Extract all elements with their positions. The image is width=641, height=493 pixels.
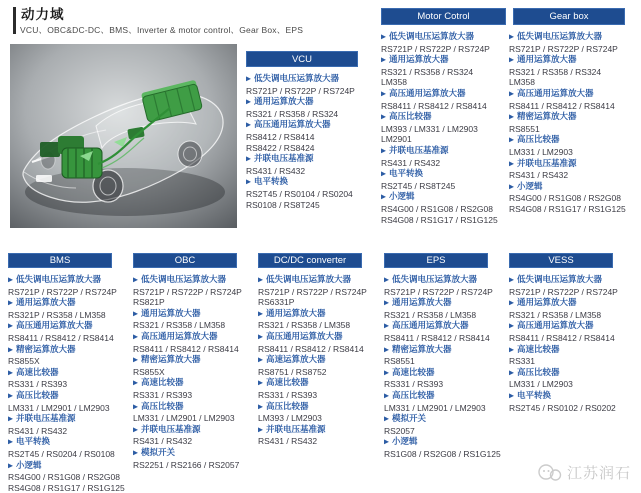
- category-label: 并联电压基准源: [141, 423, 201, 434]
- part-numbers: RS1G08 / RS2G08 / RS1G125: [384, 448, 501, 459]
- part-numbers: RS331 / RS393: [8, 379, 68, 390]
- part-numbers: RS331 / RS393: [133, 389, 193, 400]
- arrow-right-icon: ▶: [258, 276, 263, 284]
- part-numbers: RS8411 / RS8412 / RS8414: [509, 100, 615, 111]
- part-numbers: RS821P: [133, 297, 165, 308]
- category-label: 高压比较器: [392, 389, 435, 400]
- part-numbers: RS321 / RS358 / LM358: [133, 320, 226, 331]
- panel-header-gear-box: Gear box: [513, 8, 625, 25]
- category-label: 电平转换: [254, 176, 289, 187]
- category-label: 高压通用运算放大器: [254, 119, 331, 130]
- part-numbers: RS431 / RS432: [381, 157, 441, 168]
- part-numbers: LM331 / LM2901 / LM2903: [8, 402, 110, 413]
- arrow-right-icon: ▶: [384, 392, 389, 400]
- category-label: 低失调电压运算放大器: [517, 31, 603, 41]
- category-row: [509, 344, 636, 357]
- panel-eps: [384, 253, 508, 460]
- panel-header-dcdc-converter: DC/DC converter: [258, 253, 362, 268]
- arrow-right-icon: ▶: [133, 449, 138, 457]
- part-numbers: RS0108 / RS8T245: [246, 199, 320, 210]
- arrow-right-icon: ▶: [8, 415, 13, 423]
- category-row: [384, 436, 508, 449]
- part-numbers: RS8411 / RS8412 / RS8414: [381, 100, 487, 111]
- part-numbers: RS321 / RS358 / LM358: [509, 309, 602, 320]
- part-numbers: RS721P / RS722P / RS724P: [246, 85, 355, 96]
- category-row: [133, 274, 257, 287]
- panel-motor-control: [381, 8, 508, 225]
- part-numbers: RS8411 / RS8412 / RS8414: [384, 332, 490, 343]
- panel-items: [509, 31, 635, 215]
- category-label: 高压通用运算放大器: [392, 320, 469, 331]
- page-title: 动力域: [21, 7, 65, 22]
- arrow-right-icon: ▶: [384, 299, 389, 307]
- part-numbers: RS4G08 / RS1G17 / RS1G125: [381, 214, 498, 225]
- category-label: 并联电压基准源: [517, 157, 577, 168]
- part-numbers: RS8412 / RS8414: [246, 131, 315, 142]
- part-numbers: RS4G08 / RS1G17 / RS1G125: [509, 203, 626, 214]
- part-numbers: RS721P / RS722P / RS724P: [509, 43, 618, 54]
- category-row: [384, 297, 508, 310]
- arrow-right-icon: ▶: [381, 147, 386, 155]
- category-row: [381, 31, 508, 44]
- part-numbers: RS8551: [384, 356, 415, 367]
- arrow-right-icon: ▶: [384, 346, 389, 354]
- arrow-right-icon: ▶: [246, 155, 251, 163]
- category-row: [8, 436, 132, 449]
- category-label: 小逻辑: [517, 180, 543, 191]
- part-numbers: RS855X: [133, 366, 165, 377]
- category-row: [509, 274, 636, 287]
- part-numbers: RS8411 / RS8412 / RS8414: [133, 343, 239, 354]
- part-numbers: RS321 / RS358 / RS324: [381, 66, 474, 77]
- arrow-right-icon: ▶: [258, 403, 263, 411]
- category-label: 高压通用运算放大器: [517, 320, 594, 331]
- arrow-right-icon: ▶: [384, 438, 389, 446]
- arrow-right-icon: ▶: [246, 121, 251, 129]
- part-numbers: LM331 / LM2903: [509, 379, 573, 390]
- panel-vess: [509, 253, 636, 413]
- category-label: 小逻辑: [392, 436, 418, 447]
- category-row: [258, 401, 384, 414]
- category-row: [384, 367, 508, 380]
- category-label: 小逻辑: [16, 459, 42, 470]
- category-label: 通用运算放大器: [266, 307, 326, 318]
- arrow-right-icon: ▶: [8, 322, 13, 330]
- category-label: 模拟开关: [392, 413, 427, 424]
- category-label: 高速比较器: [392, 366, 435, 377]
- category-label: 精密运算放大器: [16, 343, 76, 354]
- category-label: 高速比较器: [141, 377, 184, 388]
- part-numbers: RS8422 / RS8424: [246, 142, 315, 153]
- part-numbers: RS2T45 / RS8T245: [381, 180, 456, 191]
- category-label: 通用运算放大器: [392, 297, 452, 308]
- company-logo-icon: [537, 463, 563, 483]
- category-label: 高速比较器: [266, 377, 309, 388]
- panel-header-motor-control: Motor Cotrol: [381, 8, 506, 25]
- arrow-right-icon: ▶: [509, 392, 514, 400]
- panel-items: [258, 274, 384, 447]
- watermark-text: 江苏润石: [566, 465, 631, 482]
- panel-header-obc: OBC: [133, 253, 237, 268]
- category-row: [509, 88, 635, 101]
- arrow-right-icon: ▶: [258, 426, 263, 434]
- part-numbers: LM331 / LM2903: [509, 146, 573, 157]
- part-numbers: RS2T45 / RS0204 / RS0108: [8, 448, 115, 459]
- category-row: [258, 377, 384, 390]
- part-numbers: RS721P / RS722P / RS724P: [258, 286, 367, 297]
- arrow-right-icon: ▶: [258, 356, 263, 364]
- panel-items: [384, 274, 508, 460]
- category-label: 小逻辑: [389, 191, 415, 202]
- panel-header-vess: VESS: [509, 253, 613, 268]
- arrow-right-icon: ▶: [246, 178, 251, 186]
- part-numbers: RS2T45 / RS0102 / RS0202: [509, 402, 616, 413]
- category-row: [509, 31, 635, 44]
- part-numbers: RS721P / RS722P / RS724P: [509, 286, 618, 297]
- category-row: [509, 367, 636, 380]
- title-accent-bar: [13, 7, 16, 34]
- part-numbers: RS4G00 / RS1G08 / RS2G08: [381, 203, 493, 214]
- part-numbers: RS321 / RS358 / RS324: [246, 108, 339, 119]
- category-row: [246, 153, 374, 166]
- part-numbers: LM393 / LM2903: [258, 413, 322, 424]
- part-numbers: RS331 / RS393: [384, 379, 444, 390]
- arrow-right-icon: ▶: [258, 379, 263, 387]
- arrow-right-icon: ▶: [133, 310, 138, 318]
- category-label: 并联电压基准源: [389, 144, 449, 155]
- arrow-right-icon: ▶: [246, 75, 251, 83]
- part-numbers: RS4G00 / RS1G08 / RS2G08: [509, 193, 621, 204]
- arrow-right-icon: ▶: [381, 56, 386, 64]
- category-label: 电平转换: [389, 168, 424, 179]
- arrow-right-icon: ▶: [381, 90, 386, 98]
- panel-items: [133, 274, 257, 470]
- arrow-right-icon: ▶: [258, 333, 263, 341]
- part-numbers: LM393 / LM331 / LM2903: [381, 123, 478, 134]
- part-numbers: LM331 / LM2901 / LM2903: [384, 402, 486, 413]
- panel-header-bms: BMS: [8, 253, 112, 268]
- arrow-right-icon: ▶: [381, 193, 386, 201]
- category-label: 并联电压基准源: [266, 423, 326, 434]
- category-label: 通用运算放大器: [517, 54, 577, 65]
- part-numbers: RS331: [509, 356, 535, 367]
- arrow-right-icon: ▶: [509, 160, 514, 168]
- category-row: [381, 145, 508, 158]
- arrow-right-icon: ▶: [384, 322, 389, 330]
- panel-items: [509, 274, 636, 413]
- arrow-right-icon: ▶: [509, 56, 514, 64]
- arrow-right-icon: ▶: [509, 369, 514, 377]
- category-row: [246, 176, 374, 189]
- part-numbers: LM358: [381, 77, 407, 88]
- category-row: [381, 111, 508, 124]
- category-row: [8, 274, 132, 287]
- panel-header-vcu: VCU: [246, 51, 358, 67]
- category-label: 高压比较器: [389, 111, 432, 122]
- category-row: [384, 274, 508, 287]
- arrow-right-icon: ▶: [133, 333, 138, 341]
- part-numbers: LM358: [509, 77, 535, 88]
- category-label: 高压通用运算放大器: [389, 87, 466, 98]
- category-row: [8, 320, 132, 333]
- part-numbers: RS321P / RS358 / LM358: [8, 309, 106, 320]
- category-label: 低失调电压运算放大器: [389, 31, 475, 41]
- part-numbers: RS431 / RS432: [509, 170, 569, 181]
- category-row: [381, 54, 508, 67]
- part-numbers: RS431 / RS432: [8, 425, 68, 436]
- category-label: 并联电压基准源: [254, 153, 314, 164]
- category-row: [8, 413, 132, 426]
- category-row: [384, 390, 508, 403]
- arrow-right-icon: ▶: [509, 322, 514, 330]
- part-numbers: RS721P / RS722P / RS724P: [381, 43, 490, 54]
- category-label: 通用运算放大器: [254, 96, 314, 107]
- arrow-right-icon: ▶: [258, 310, 263, 318]
- category-label: 高压比较器: [517, 366, 560, 377]
- category-label: 高压比较器: [517, 134, 560, 145]
- category-label: 低失调电压运算放大器: [392, 274, 478, 284]
- panel-items: [8, 274, 132, 493]
- category-label: 高压通用运算放大器: [16, 320, 93, 331]
- arrow-right-icon: ▶: [381, 33, 386, 41]
- panel-obc: [133, 253, 257, 470]
- part-numbers: RS431 / RS432: [246, 165, 306, 176]
- panel-dcdc-converter: [258, 253, 384, 447]
- category-label: 电平转换: [517, 389, 552, 400]
- category-label: 并联电压基准源: [16, 413, 76, 424]
- part-numbers: RS4G08 / RS1G17 / RS1G125: [8, 482, 125, 493]
- part-numbers: RS8411 / RS8412 / RS8414: [258, 343, 364, 354]
- category-row: [509, 390, 636, 403]
- arrow-right-icon: ▶: [381, 113, 386, 121]
- arrow-right-icon: ▶: [133, 426, 138, 434]
- category-label: 低失调电压运算放大器: [141, 274, 227, 284]
- part-numbers: RS2T45 / RS0104 / RS0204: [246, 188, 353, 199]
- arrow-right-icon: ▶: [246, 98, 251, 106]
- part-numbers: RS331 / RS393: [258, 389, 318, 400]
- arrow-right-icon: ▶: [8, 462, 13, 469]
- part-numbers: RS4G00 / RS1G08 / RS2G08: [8, 472, 120, 483]
- category-label: 高速比较器: [517, 343, 560, 354]
- part-numbers: RS431 / RS432: [133, 436, 193, 447]
- part-numbers: RS6331P: [258, 297, 295, 308]
- arrow-right-icon: ▶: [133, 356, 138, 364]
- part-numbers: RS8411 / RS8412 / RS8414: [8, 332, 114, 343]
- category-label: 高速比较器: [16, 366, 59, 377]
- category-label: 通用运算放大器: [389, 54, 449, 65]
- part-numbers: RS321 / RS358 / LM358: [384, 309, 477, 320]
- part-numbers: RS8411 / RS8412 / RS8414: [509, 332, 615, 343]
- arrow-right-icon: ▶: [384, 276, 389, 284]
- category-row: [509, 111, 635, 124]
- category-label: 通用运算放大器: [141, 307, 201, 318]
- part-numbers: RS855X: [8, 356, 40, 367]
- category-label: 高压比较器: [141, 400, 184, 411]
- panel-header-eps: EPS: [384, 253, 488, 268]
- category-label: 高速运算放大器: [266, 354, 326, 365]
- category-row: [509, 54, 635, 67]
- category-label: 模拟开关: [141, 446, 176, 457]
- category-row: [246, 73, 374, 86]
- category-row: [133, 377, 257, 390]
- category-row: [258, 308, 384, 321]
- car-xray-photo: [10, 44, 237, 228]
- category-row: [133, 331, 257, 344]
- category-label: 低失调电压运算放大器: [254, 73, 340, 83]
- category-row: [258, 354, 384, 367]
- category-row: [381, 88, 508, 101]
- category-label: 通用运算放大器: [517, 297, 577, 308]
- panel-gear-box: [509, 8, 635, 215]
- category-row: [133, 354, 257, 367]
- category-row: [509, 320, 636, 333]
- arrow-right-icon: ▶: [8, 346, 13, 354]
- part-numbers: RS8751 / RS8752: [258, 366, 327, 377]
- category-row: [258, 424, 384, 437]
- category-row: [133, 424, 257, 437]
- arrow-right-icon: ▶: [381, 170, 386, 178]
- part-numbers: RS8551: [509, 123, 540, 134]
- arrow-right-icon: ▶: [509, 33, 514, 41]
- category-row: [8, 460, 132, 473]
- category-row: [384, 413, 508, 426]
- arrow-right-icon: ▶: [8, 369, 13, 377]
- arrow-right-icon: ▶: [133, 276, 138, 284]
- category-label: 通用运算放大器: [16, 297, 76, 308]
- category-row: [509, 158, 635, 171]
- category-row: [8, 297, 132, 310]
- category-row: [381, 191, 508, 204]
- category-row: [258, 274, 384, 287]
- panel-bms: [8, 253, 132, 493]
- category-row: [8, 344, 132, 357]
- category-label: 高压通用运算放大器: [141, 330, 218, 341]
- category-row: [381, 168, 508, 181]
- category-label: 精密运算放大器: [517, 111, 577, 122]
- category-row: [258, 331, 384, 344]
- arrow-right-icon: ▶: [509, 183, 514, 191]
- arrow-right-icon: ▶: [133, 403, 138, 411]
- arrow-right-icon: ▶: [509, 113, 514, 121]
- part-numbers: RS321 / RS358 / LM358: [258, 320, 351, 331]
- car-xray-illustration: [10, 44, 237, 228]
- arrow-right-icon: ▶: [384, 415, 389, 423]
- part-numbers: RS2251 / RS2166 / RS2057: [133, 459, 240, 470]
- category-row: [246, 119, 374, 132]
- part-numbers: RS721P / RS722P / RS724P: [384, 286, 493, 297]
- part-numbers: LM2901: [381, 134, 412, 145]
- category-label: 精密运算放大器: [141, 354, 201, 365]
- panel-items: [381, 31, 508, 225]
- watermark: [537, 462, 631, 483]
- category-row: [509, 134, 635, 147]
- category-row: [133, 308, 257, 321]
- panel-items: [246, 73, 374, 210]
- arrow-right-icon: ▶: [509, 299, 514, 307]
- panel-vcu: [246, 51, 374, 210]
- category-row: [384, 320, 508, 333]
- category-label: 电平转换: [16, 436, 51, 447]
- category-label: 高压比较器: [16, 389, 59, 400]
- part-numbers: RS721P / RS722P / RS724P: [133, 286, 242, 297]
- category-row: [8, 390, 132, 403]
- arrow-right-icon: ▶: [509, 136, 514, 144]
- category-row: [8, 367, 132, 380]
- part-numbers: RS321 / RS358 / RS324: [509, 66, 602, 77]
- arrow-right-icon: ▶: [8, 438, 13, 446]
- arrow-right-icon: ▶: [509, 90, 514, 98]
- part-numbers: RS2057: [384, 425, 415, 436]
- category-row: [509, 297, 636, 310]
- part-numbers: RS721P / RS722P / RS724P: [8, 286, 117, 297]
- part-numbers: RS431 / RS432: [258, 436, 318, 447]
- arrow-right-icon: ▶: [8, 299, 13, 307]
- category-label: 高压通用运算放大器: [266, 330, 343, 341]
- category-label: 低失调电压运算放大器: [517, 274, 603, 284]
- category-row: [133, 401, 257, 414]
- category-label: 低失调电压运算放大器: [266, 274, 352, 284]
- arrow-right-icon: ▶: [8, 276, 13, 284]
- category-label: 精密运算放大器: [392, 343, 452, 354]
- page-subtitle: VCU、OBC&DC-DC、BMS、Inverter & motor control、Gear Box、EPS: [20, 25, 304, 35]
- category-label: 高压比较器: [266, 400, 309, 411]
- category-label: 高压通用运算放大器: [517, 87, 594, 98]
- arrow-right-icon: ▶: [8, 392, 13, 400]
- category-row: [133, 447, 257, 460]
- arrow-right-icon: ▶: [384, 369, 389, 377]
- part-numbers: LM331 / LM2901 / LM2903: [133, 413, 235, 424]
- arrow-right-icon: ▶: [509, 276, 514, 284]
- category-row: [509, 181, 635, 194]
- category-row: [384, 344, 508, 357]
- category-row: [246, 96, 374, 109]
- arrow-right-icon: ▶: [133, 379, 138, 387]
- category-label: 低失调电压运算放大器: [16, 274, 102, 284]
- arrow-right-icon: ▶: [509, 346, 514, 354]
